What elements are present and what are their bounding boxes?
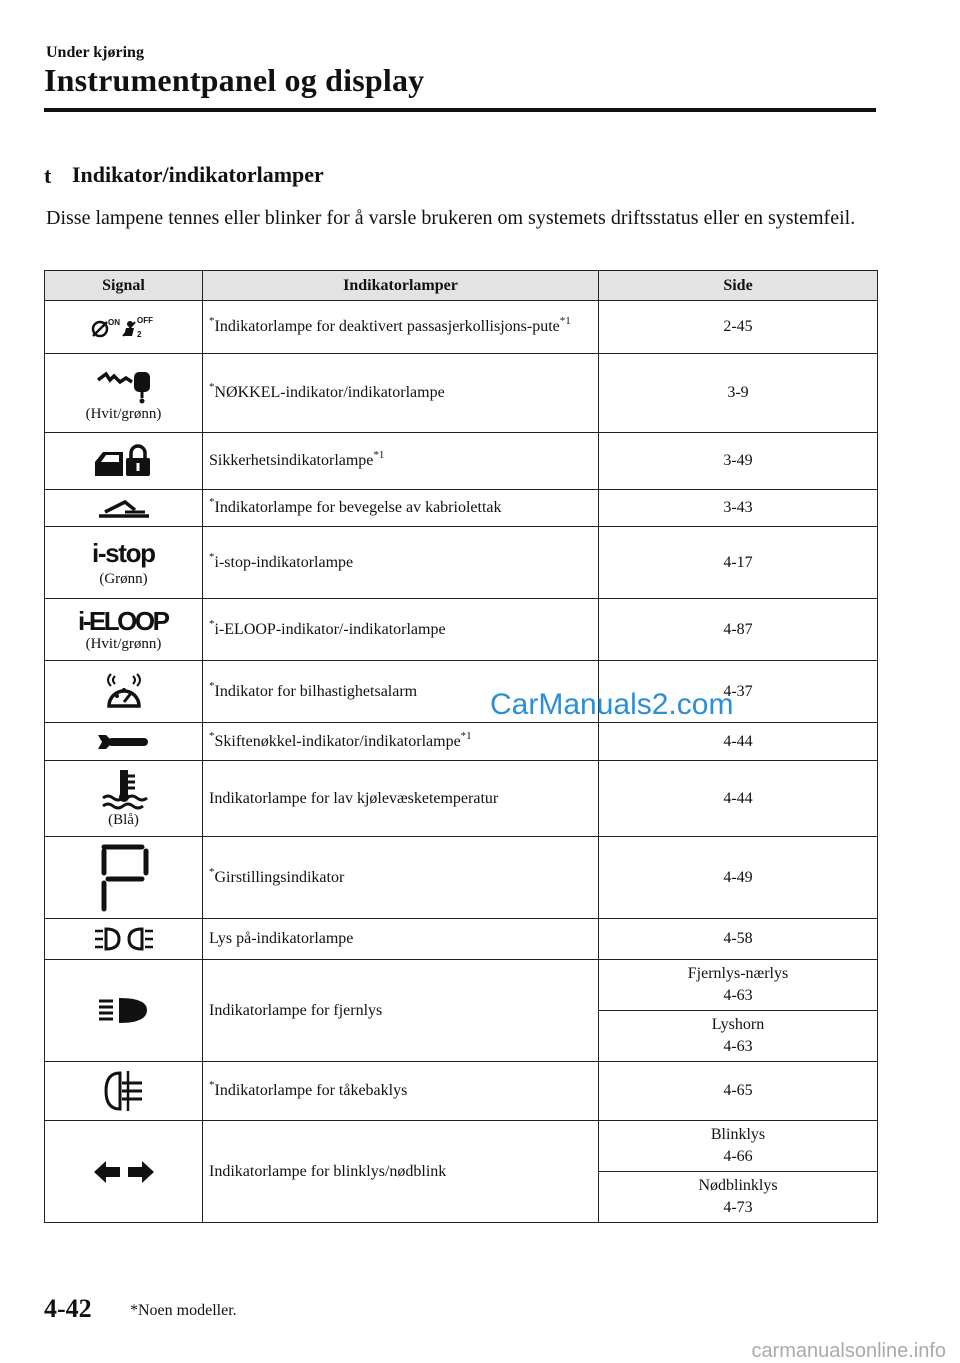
- header-signal: Signal: [45, 271, 203, 301]
- page-title: Instrumentpanel og display: [44, 62, 425, 98]
- page-ref: 4-44: [599, 761, 878, 837]
- color-note: (Grønn): [99, 571, 148, 587]
- signal-cell: [45, 527, 203, 599]
- i-eloop-icon: [76, 606, 172, 634]
- airbag-off-icon: [88, 314, 160, 340]
- page-ref: 3-49: [599, 433, 878, 490]
- page-ref: Nødblinklys 4-73: [599, 1172, 878, 1223]
- page-ref: 4-44: [599, 723, 878, 761]
- signal-cell: [45, 723, 203, 761]
- table-row: [45, 301, 878, 354]
- speed-alarm-icon: [99, 672, 149, 712]
- gear-shift-icon: [96, 843, 152, 913]
- security-lock-icon: [93, 444, 155, 478]
- page-ref: 4-65: [599, 1062, 878, 1121]
- table-row: [45, 837, 878, 919]
- svg-text:ON: ON: [107, 318, 120, 327]
- page-ref: 4-58: [599, 919, 878, 960]
- svg-text:OFF: OFF: [136, 316, 153, 325]
- table-row: [45, 527, 878, 599]
- key-icon: [92, 364, 156, 404]
- signal-cell: [45, 433, 203, 490]
- signal-cell: [45, 490, 203, 527]
- turn-signal-icon: [92, 1159, 156, 1185]
- indicator-name: *Indikatorlampe for deaktivert passasjerkollisjons-pute$^{*1}$: [203, 301, 599, 354]
- fog-light-icon: [102, 1069, 146, 1113]
- footnote: *Noen modeller.: [130, 1302, 237, 1319]
- signal-cell: [45, 354, 203, 433]
- page-ref: 4-37: [599, 661, 878, 723]
- i-stop-icon: [90, 537, 158, 569]
- table-row: [45, 919, 878, 960]
- indicator-name: *i-stop-indikatorlampe: [203, 527, 599, 599]
- indicator-name: *Indikatorlampe for bevegelse av kabriolettak: [203, 490, 599, 527]
- table-row: [45, 761, 878, 837]
- page-number: 4-42: [44, 1294, 92, 1323]
- indicator-name: *Indikator for bilhastighetsalarm: [203, 661, 599, 723]
- table-row: [45, 433, 878, 490]
- page-ref: Lyshorn 4-63: [599, 1011, 878, 1062]
- section-heading: Indikator/indikatorlamper: [72, 162, 324, 187]
- indicator-name: Indikatorlampe for lav kjølevæsketemperatur: [203, 761, 599, 837]
- signal-cell: [45, 1121, 203, 1223]
- table-row: [45, 599, 878, 661]
- page-ref: 4-17: [599, 527, 878, 599]
- svg-text:2: 2: [136, 330, 141, 339]
- page-ref: 2-45: [599, 301, 878, 354]
- chapter-label: Under kjøring: [46, 44, 144, 61]
- indicator-name: Sikkerhetsindikatorlampe$^{*1}$: [203, 433, 599, 490]
- signal-cell: [45, 761, 203, 837]
- signal-cell: [45, 1062, 203, 1121]
- indicator-name: Indikatorlampe for fjernlys: [203, 960, 599, 1062]
- signal-cell: [45, 301, 203, 354]
- signal-cell: [45, 960, 203, 1062]
- signal-cell: [45, 919, 203, 960]
- indicator-name: Lys på-indikatorlampe: [203, 919, 599, 960]
- section-bullet: t: [44, 163, 52, 188]
- wrench-icon: [96, 731, 152, 753]
- page-ref: Blinklys 4-66: [599, 1121, 878, 1172]
- page-ref: 3-43: [599, 490, 878, 527]
- table-row: [45, 354, 878, 433]
- table-header-row: [45, 271, 878, 301]
- table-row: [45, 661, 878, 723]
- table-row: [45, 723, 878, 761]
- svg-text:i-ELOOP: i-ELOOP: [77, 606, 170, 634]
- signal-cell: [45, 837, 203, 919]
- indicator-name: *Girstillingsindikator: [203, 837, 599, 919]
- page-ref: Fjernlys-nærlys 4-63: [599, 960, 878, 1011]
- page-ref: 4-49: [599, 837, 878, 919]
- table-row: [45, 490, 878, 527]
- indicator-name: *i-ELOOP-indikator/-indikatorlampe: [203, 599, 599, 661]
- indicator-name: *Indikatorlampe for tåkebaklys: [203, 1062, 599, 1121]
- color-note: (Hvit/grønn): [85, 636, 162, 652]
- watermark: CarManuals2.com: [490, 688, 734, 721]
- header-page: Side: [599, 271, 878, 301]
- high-beam-icon: [97, 996, 151, 1026]
- signal-cell: [45, 661, 203, 723]
- table-row: [45, 1062, 878, 1121]
- indicator-name: *NØKKEL-indikator/indikatorlampe: [203, 354, 599, 433]
- table-row: [45, 960, 878, 1011]
- title-rule: [44, 108, 876, 112]
- header-indicator: Indikatorlamper: [203, 271, 599, 301]
- svg-text:i-stop: i-stop: [91, 538, 156, 568]
- indicator-name: Indikatorlampe for blinklys/nødblink: [203, 1121, 599, 1223]
- page-ref: 3-9: [599, 354, 878, 433]
- indicator-name: *Skiftenøkkel-indikator/indikatorlampe$^{*1}$: [203, 723, 599, 761]
- coolant-temperature-icon: [99, 768, 149, 810]
- lights-on-icon: [93, 926, 155, 952]
- signal-cell: [45, 599, 203, 661]
- color-note: (Hvit/grønn): [85, 405, 162, 422]
- site-watermark: carmanualsonline.info: [751, 1340, 946, 1362]
- page-ref: 4-87: [599, 599, 878, 661]
- color-note: (Blå): [108, 812, 139, 828]
- intro-paragraph: Disse lampene tennes eller blinker for å varsle brukeren om systemets driftsstatus eller en systemfeil.: [46, 207, 856, 229]
- convertible-top-icon: [95, 496, 153, 520]
- table-row: [45, 1121, 878, 1172]
- indicator-table: [44, 270, 878, 1223]
